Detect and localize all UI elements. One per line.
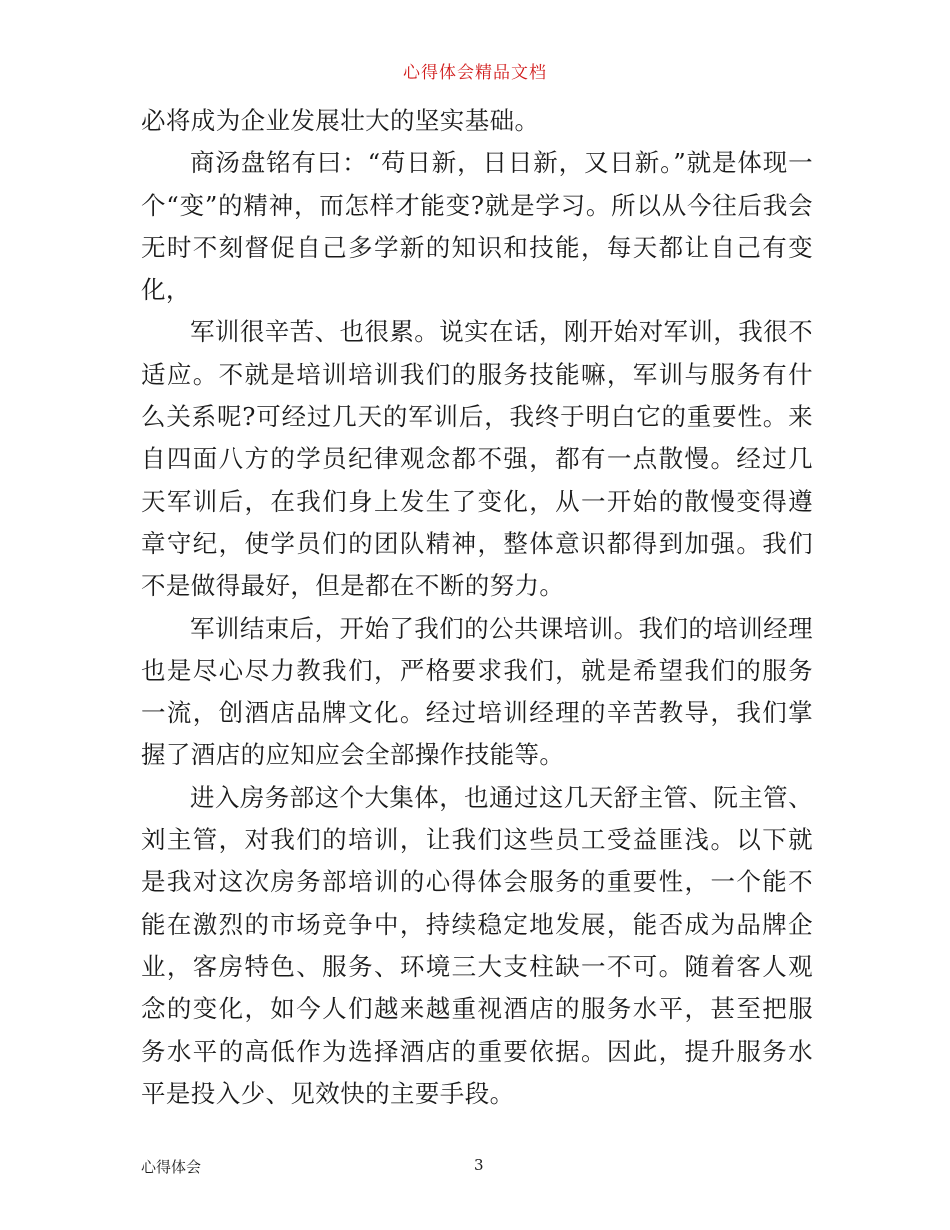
paragraph-housekeeping: 进入房务部这个大集体，也通过这几天舒主管、阮主管、刘主管，对我们的培训，让我们这些员工受益匪浅。以下就是我对这次房务部培训的心得体会服务的重要性，一个能不能在激烈的市场竞争中，持续稳定地发展，能否成为品牌企业，客房特色、服务、环境三大支柱缺一不可。随着客人观念的变化，如今人们越来越重视酒店的服务水平，甚至把服务水平的高低作为选择酒店的重要依据。因此，提升服务水平是投入少、见效快的主要手段。	[141, 782, 813, 1108]
paragraph-military-training: 军训很辛苦、也很累。说实在话，刚开始对军训，我很不适应。不就是培训培训我们的服务技能嘛，军训与服务有什么关系呢?可经过几天的军训后，我终于明白它的重要性。来自四面八方的学员纪律观念都不强，都有一点散慢。经过几天军训后，在我们身上发生了变化，从一开始的散慢变得遵章守纪，使学员们的团队精神，整体意识都得到加强。我们不是做得最好，但是都在不断的努力。	[141, 317, 813, 601]
page-header-title: 心得体会精品文档	[403, 63, 547, 83]
paragraph-public-course: 军训结束后，开始了我们的公共课培训。我们的培训经理也是尽心尽力教我们，严格要求我们，就是希望我们的服务一流，创酒店品牌文化。经过培训经理的辛苦教导，我们掌握了酒店的应知应会全部操作技能等。	[141, 613, 813, 770]
page-number: 3	[474, 1156, 484, 1174]
paragraph-learning: 商汤盘铭有曰：“苟日新，日日新，又日新。”就是体现一个“变”的精神，而怎样才能变?就是学习。所以从今往后我会无时不刻督促自己多学新的知识和技能，每天都让自己有变化，	[141, 148, 813, 305]
document-body	[141, 100, 813, 1115]
footer-label: 心得体会	[141, 1158, 202, 1176]
paragraph-continuation: 必将成为企业发展壮大的坚实基础。	[141, 106, 540, 135]
